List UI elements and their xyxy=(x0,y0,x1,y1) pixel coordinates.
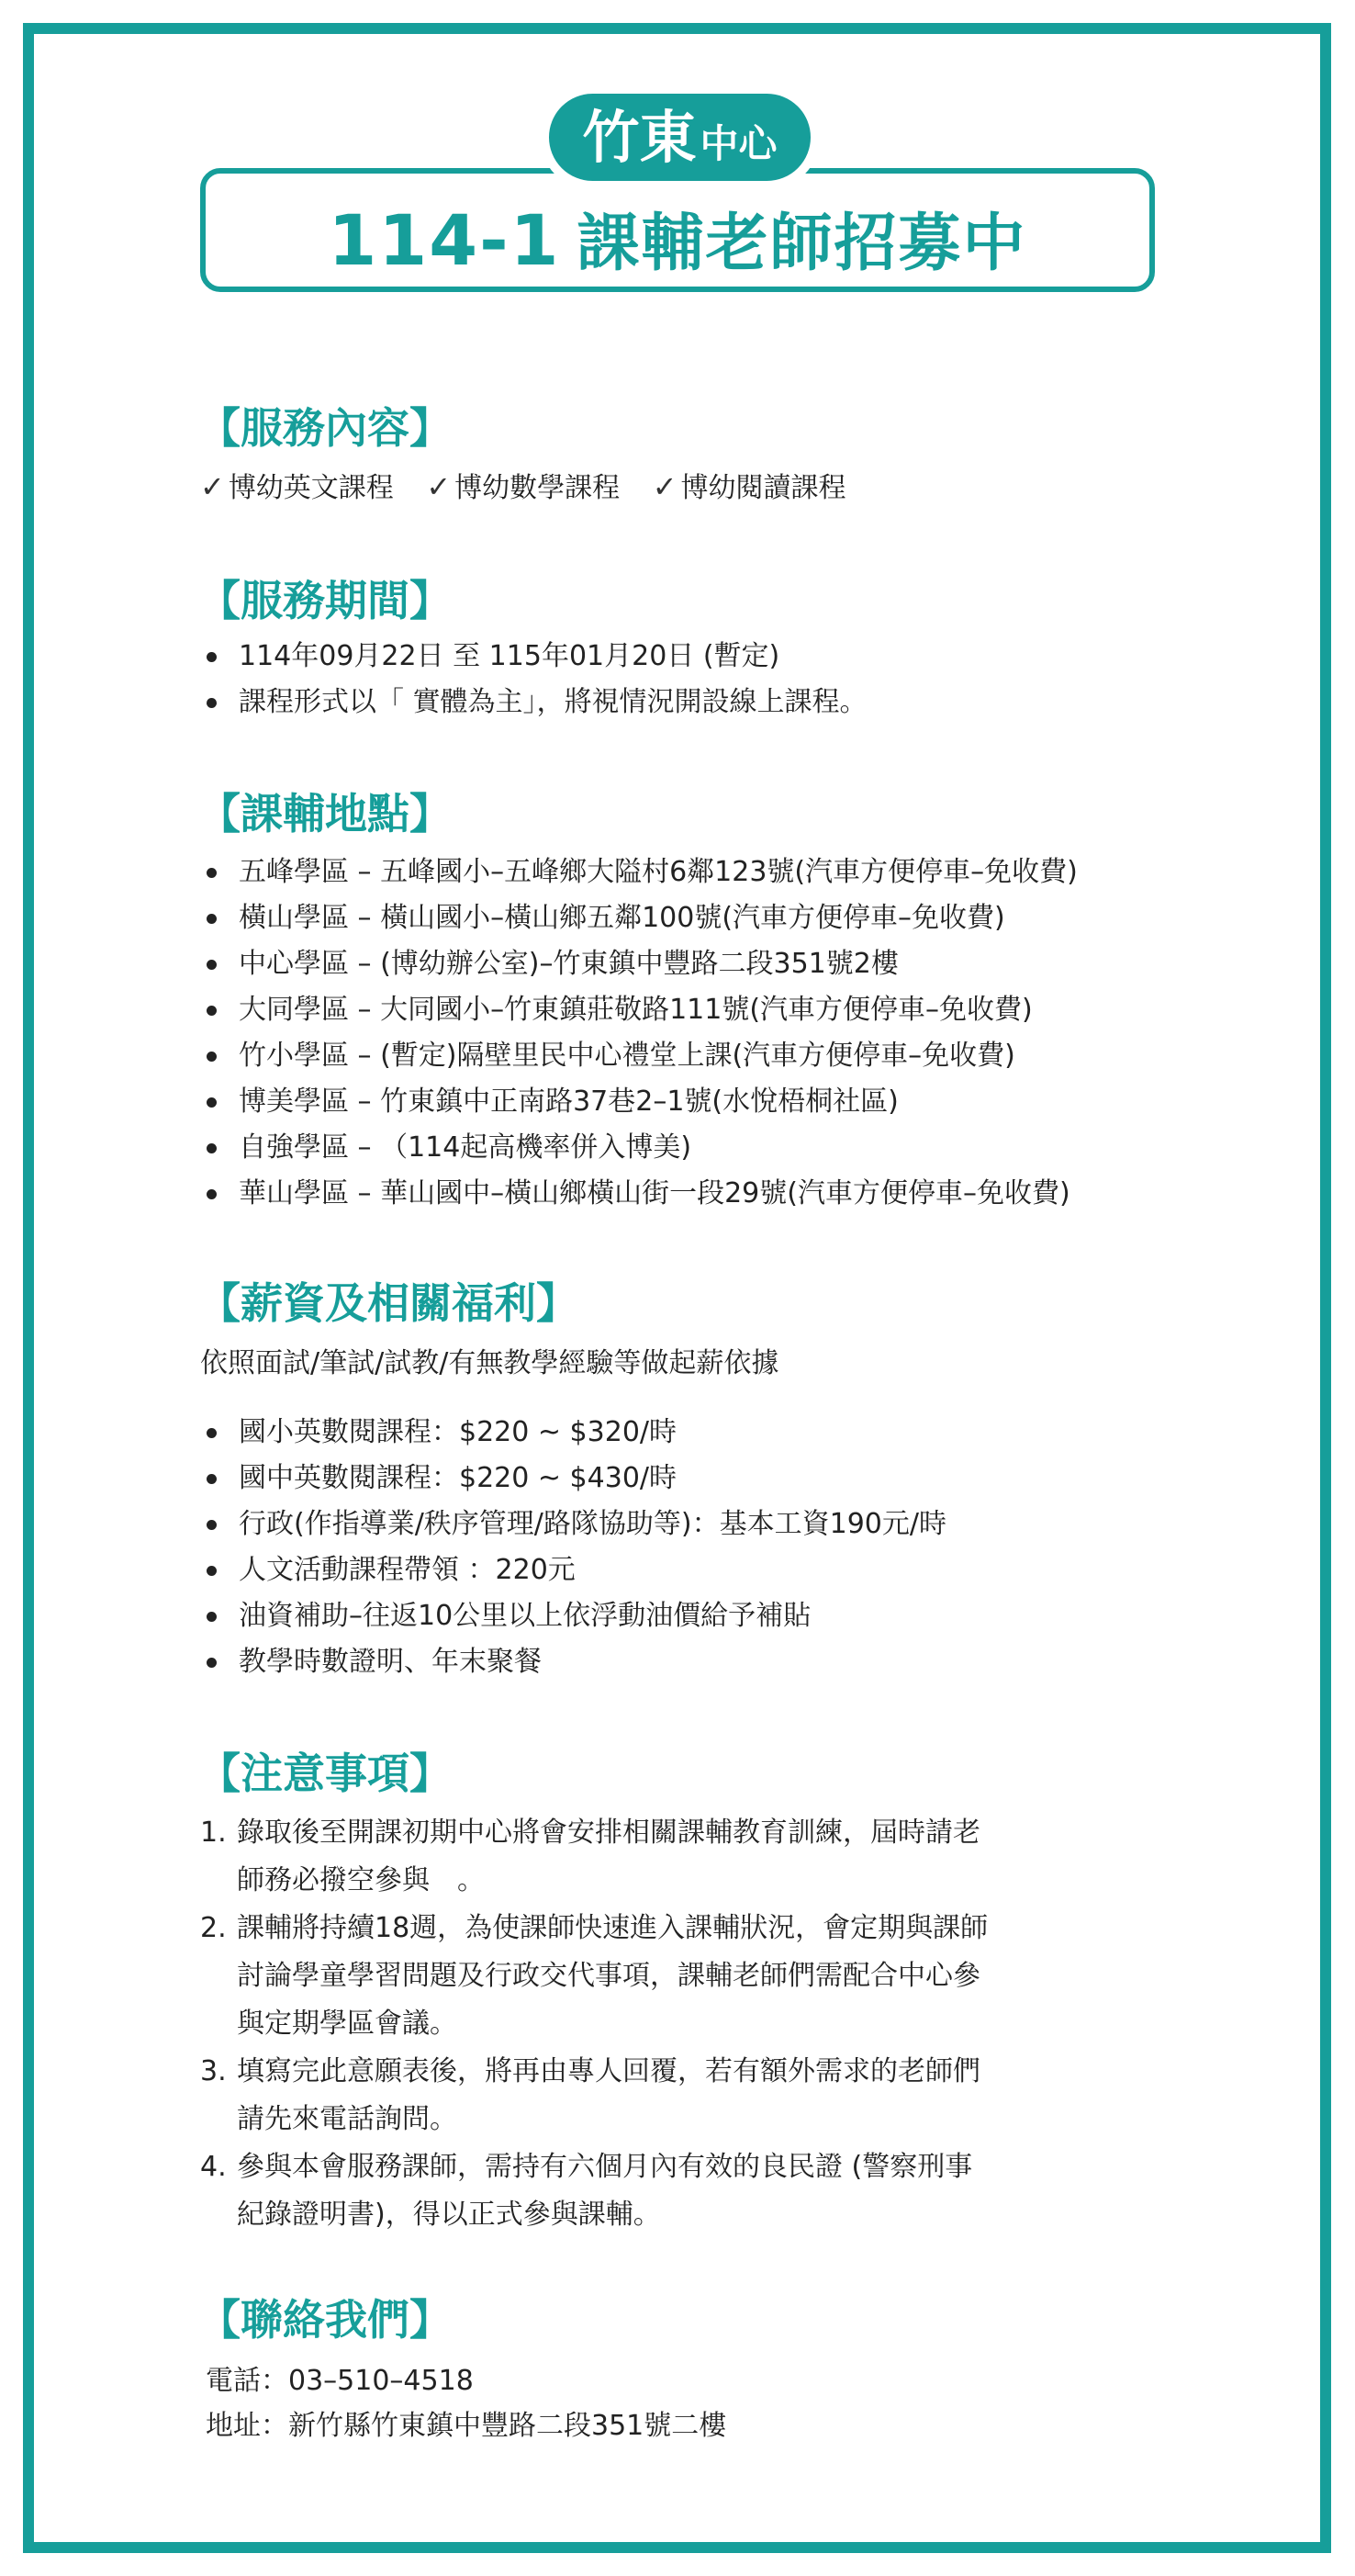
bullet-icon xyxy=(207,1006,217,1016)
list-item: 橫山學區 – 橫山國小–橫山鄉五鄰100號(汽車方便停車–免收費) xyxy=(204,895,1078,941)
list-item: 國小英數閱課程：$220 ~ $320/時 xyxy=(204,1410,946,1456)
list-item: 114年09月22日 至 115年01月20日 (暫定) xyxy=(204,634,868,680)
list-item: 2. 課輔將持續18週，為使課師快速進入課輔狀況，會定期與課師 討論學童學習問題及行政交代事項，課輔老師們需配合中心參 與定期學區會議。 xyxy=(200,1905,988,2048)
item-number: 2. xyxy=(200,1912,227,1944)
title-term: 114-1 xyxy=(328,199,561,281)
item-number: 4. xyxy=(200,2151,227,2183)
bullet-icon xyxy=(207,698,217,708)
bullet-icon xyxy=(207,1612,217,1622)
badge-main-text: 竹東 xyxy=(582,104,697,171)
bullet-icon xyxy=(207,960,217,970)
bullet-icon xyxy=(207,1566,217,1576)
page-title xyxy=(206,194,1149,283)
bullet-icon xyxy=(207,1658,217,1668)
check-icon: ✓ xyxy=(200,469,225,504)
bullet-icon xyxy=(207,1143,217,1153)
bullet-icon xyxy=(207,1474,217,1484)
list-item: 國中英數閱課程：$220 ~ $430/時 xyxy=(204,1456,946,1502)
list-item: 竹小學區 – (暫定)隔壁里民中心禮堂上課(汽車方便停車–免收費) xyxy=(204,1033,1078,1079)
notes-heading: 【注意事項】 xyxy=(198,1749,452,1798)
list-item: 4. 參與本會服務課師，需持有六個月內有效的良民證 (警察刑事 紀錄證明書)，得以正式參與課輔。 xyxy=(200,2143,988,2239)
item-number: 1. xyxy=(200,1817,227,1849)
service-item: ✓ 博幼英文課程 xyxy=(200,469,394,504)
list-item: 人文活動課程帶領 ：220元 xyxy=(204,1547,946,1593)
service-period-heading: 【服務期間】 xyxy=(198,576,452,625)
item-number: 3. xyxy=(200,2055,227,2087)
locations-list xyxy=(204,849,1078,1217)
salary-list xyxy=(204,1410,946,1685)
list-item: 油資補助–往返10公里以上依浮動油價給予補貼 xyxy=(204,1593,946,1639)
notes-list xyxy=(200,1809,988,2239)
list-item: 五峰學區 – 五峰國小–五峰鄉大隘村6鄰123號(汽車方便停車–免收費) xyxy=(204,849,1078,895)
salary-heading: 【薪資及相關福利】 xyxy=(198,1278,578,1328)
salary-intro: 依照面試/筆試/試教/有無教學經驗等做起薪依據 xyxy=(200,1347,779,1379)
bullet-icon xyxy=(207,868,217,878)
contact-heading: 【聯絡我們】 xyxy=(198,2295,452,2345)
list-item: 3. 填寫完此意願表後，將再由專人回覆，若有額外需求的老師們 請先來電話詢問。 xyxy=(200,2048,988,2143)
list-item: 大同學區 – 大同國小–竹東鎮莊敬路111號(汽車方便停車–免收費) xyxy=(204,987,1078,1033)
bullet-icon xyxy=(207,652,217,662)
list-item: 課程形式以「 實體為主」，將視情況開設線上課程。 xyxy=(204,680,868,726)
list-item: 1. 錄取後至開課初期中心將會安排相關課輔教育訓練，屆時請老 師務必撥空參與 。 xyxy=(200,1809,988,1905)
list-item: 博美學區 – 竹東鎮中正南路37巷2–1號(水悅梧桐社區) xyxy=(204,1079,1078,1125)
bullet-icon xyxy=(207,1520,217,1530)
service-item: ✓ 博幼數學課程 xyxy=(426,469,621,504)
center-badge xyxy=(540,84,820,190)
bullet-icon xyxy=(207,1189,217,1199)
list-item: 自強學區 – （114起高機率併入博美) xyxy=(204,1125,1078,1171)
service-content-heading: 【服務內容】 xyxy=(198,403,452,453)
bullet-icon xyxy=(207,1097,217,1108)
list-item: 華山學區 – 華山國中–橫山鄉橫山街一段29號(汽車方便停車–免收費) xyxy=(204,1171,1078,1217)
list-item: 教學時數證明、年末聚餐 xyxy=(204,1639,946,1685)
bullet-icon xyxy=(207,1428,217,1438)
service-content-list xyxy=(200,468,870,507)
list-item: 行政(作指導業/秩序管理/路隊協助等)：基本工資190元/時 xyxy=(204,1502,946,1547)
locations-heading: 【課輔地點】 xyxy=(198,789,452,838)
contact-address: 地址：新竹縣竹東鎮中豐路二段351號二樓 xyxy=(206,2410,727,2442)
title-label: 課輔老師招募中 xyxy=(577,208,1027,280)
service-item: ✓ 博幼閱讀課程 xyxy=(652,469,846,504)
check-icon: ✓ xyxy=(652,469,678,504)
badge-sub-text: 中心 xyxy=(700,121,778,166)
check-icon: ✓ xyxy=(426,469,452,504)
contact-phone: 電話：03–510–4518 xyxy=(206,2365,474,2397)
list-item: 中心學區 – (博幼辦公室)–竹東鎮中豐路二段351號2樓 xyxy=(204,941,1078,987)
service-period-list xyxy=(204,634,868,726)
bullet-icon xyxy=(207,1052,217,1062)
bullet-icon xyxy=(207,914,217,924)
